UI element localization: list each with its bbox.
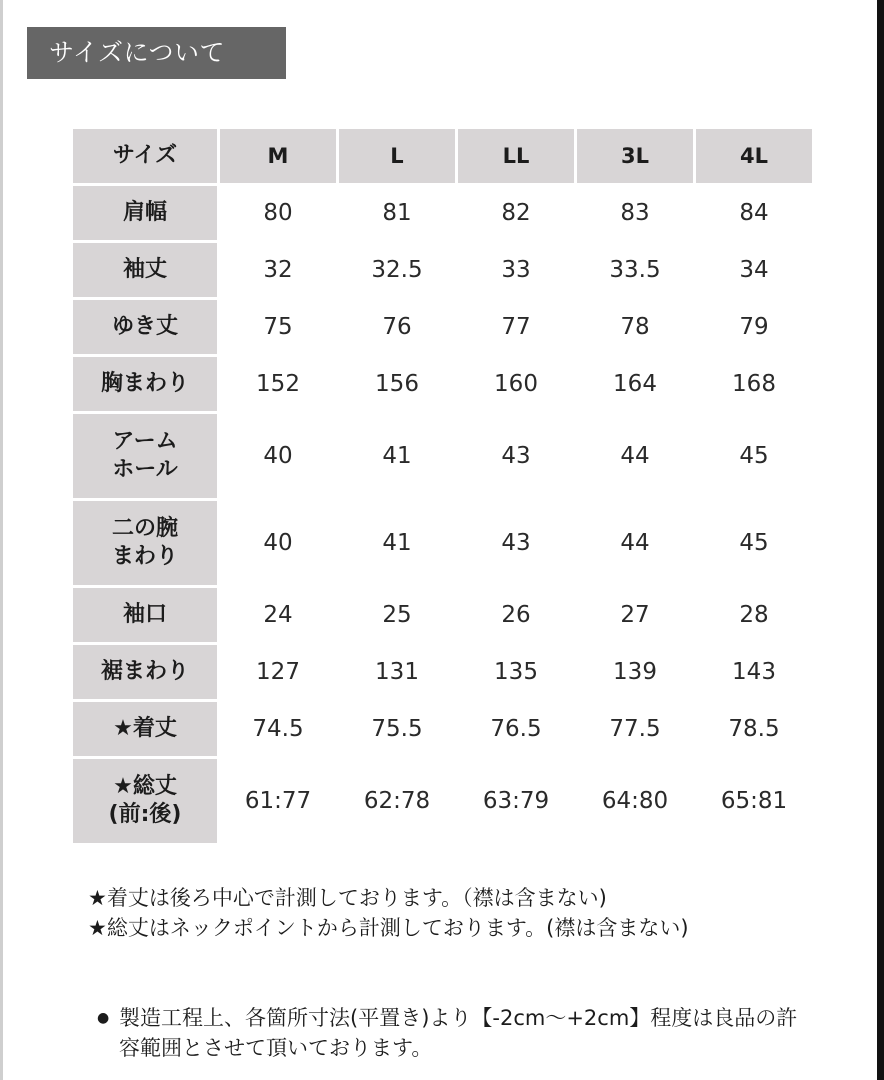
- table-row: [73, 186, 812, 240]
- table-cell: 81: [339, 186, 455, 240]
- table-cell: 139: [577, 645, 693, 699]
- table-cell: 41: [339, 414, 455, 498]
- row-label: 袖口: [73, 588, 217, 642]
- table-cell: 74.5: [220, 702, 336, 756]
- table-cell: 83: [577, 186, 693, 240]
- table-cell: 152: [220, 357, 336, 411]
- table-cell: 45: [696, 414, 812, 498]
- bullet-dot-icon: ●: [97, 1010, 110, 1026]
- table-cell: 28: [696, 588, 812, 642]
- table-cell: 40: [220, 414, 336, 498]
- row-label: 胸まわり: [73, 357, 217, 411]
- table-cell: 43: [458, 501, 574, 585]
- table-row: [73, 243, 812, 297]
- size-chart-table: [70, 126, 815, 846]
- table-cell: 127: [220, 645, 336, 699]
- table-cell: 24: [220, 588, 336, 642]
- table-cell: 131: [339, 645, 455, 699]
- note-length: ★着丈は後ろ中心で計測しております。（襟は含まない): [88, 886, 607, 910]
- row-label-line: ★総丈: [113, 774, 177, 799]
- table-cell: 135: [458, 645, 574, 699]
- table-cell: 79: [696, 300, 812, 354]
- row-label: [73, 501, 217, 585]
- table-cell: 44: [577, 414, 693, 498]
- size-header-ll: LL: [458, 129, 574, 183]
- table-cell: 34: [696, 243, 812, 297]
- table-header-row: [73, 129, 812, 183]
- row-label: 肩幅: [73, 186, 217, 240]
- row-label-line: アーム: [112, 429, 178, 454]
- table-cell: 63:79: [458, 759, 574, 843]
- size-header-3l: 3L: [577, 129, 693, 183]
- note-total-length: ★総丈はネックポイントから計測しております。(襟は含まない): [88, 916, 689, 940]
- disclaimer-text: 製造工程上、各箇所寸法(平置き)より【-2cm～+2cm】程度は良品の許容範囲とさせて頂いております。: [119, 1006, 798, 1060]
- table-cell: 43: [458, 414, 574, 498]
- row-label: ゆき丈: [73, 300, 217, 354]
- table-cell: 27: [577, 588, 693, 642]
- page-left-border: [0, 0, 3, 1080]
- table-cell: 77: [458, 300, 574, 354]
- size-header-m: M: [220, 129, 336, 183]
- table-row: [73, 645, 812, 699]
- table-cell: 32.5: [339, 243, 455, 297]
- table-cell: 160: [458, 357, 574, 411]
- row-label: 袖丈: [73, 243, 217, 297]
- disclaimer-list-item: [97, 1003, 807, 1063]
- table-cell: 25: [339, 588, 455, 642]
- row-label: ★着丈: [73, 702, 217, 756]
- row-label-line: ホール: [112, 457, 178, 482]
- table-cell: 33: [458, 243, 574, 297]
- table-row: [73, 414, 812, 498]
- table-cell: 156: [339, 357, 455, 411]
- table-cell: 78: [577, 300, 693, 354]
- row-label-line: (前:後): [108, 802, 182, 827]
- table-cell: 61:77: [220, 759, 336, 843]
- table-row: [73, 588, 812, 642]
- table-cell: 32: [220, 243, 336, 297]
- section-title: サイズについて: [27, 27, 286, 79]
- table-cell: 62:78: [339, 759, 455, 843]
- table-cell: 75: [220, 300, 336, 354]
- size-header-4l: 4L: [696, 129, 812, 183]
- row-label: [73, 759, 217, 843]
- row-label: 裾まわり: [73, 645, 217, 699]
- page-right-border: [877, 0, 884, 1080]
- table-cell: 164: [577, 357, 693, 411]
- row-label-line: 二の腕: [111, 516, 178, 541]
- table-cell: 143: [696, 645, 812, 699]
- row-label-line: まわり: [111, 544, 178, 569]
- table-cell: 80: [220, 186, 336, 240]
- table-cell: 77.5: [577, 702, 693, 756]
- table-cell: 45: [696, 501, 812, 585]
- table-cell: 33.5: [577, 243, 693, 297]
- table-cell: 78.5: [696, 702, 812, 756]
- corner-label: サイズ: [73, 129, 217, 183]
- table-cell: 41: [339, 501, 455, 585]
- table-row: [73, 501, 812, 585]
- table-cell: 168: [696, 357, 812, 411]
- table-cell: 44: [577, 501, 693, 585]
- table-cell: 26: [458, 588, 574, 642]
- size-header-l: L: [339, 129, 455, 183]
- table-row: [73, 300, 812, 354]
- measurement-notes: [88, 883, 808, 943]
- table-row: [73, 702, 812, 756]
- table-cell: 65:81: [696, 759, 812, 843]
- row-label: [73, 414, 217, 498]
- table-row: [73, 357, 812, 411]
- table-row: [73, 759, 812, 843]
- table-cell: 84: [696, 186, 812, 240]
- table-cell: 64:80: [577, 759, 693, 843]
- table-cell: 76.5: [458, 702, 574, 756]
- table-cell: 40: [220, 501, 336, 585]
- table-cell: 76: [339, 300, 455, 354]
- table-cell: 75.5: [339, 702, 455, 756]
- table-cell: 82: [458, 186, 574, 240]
